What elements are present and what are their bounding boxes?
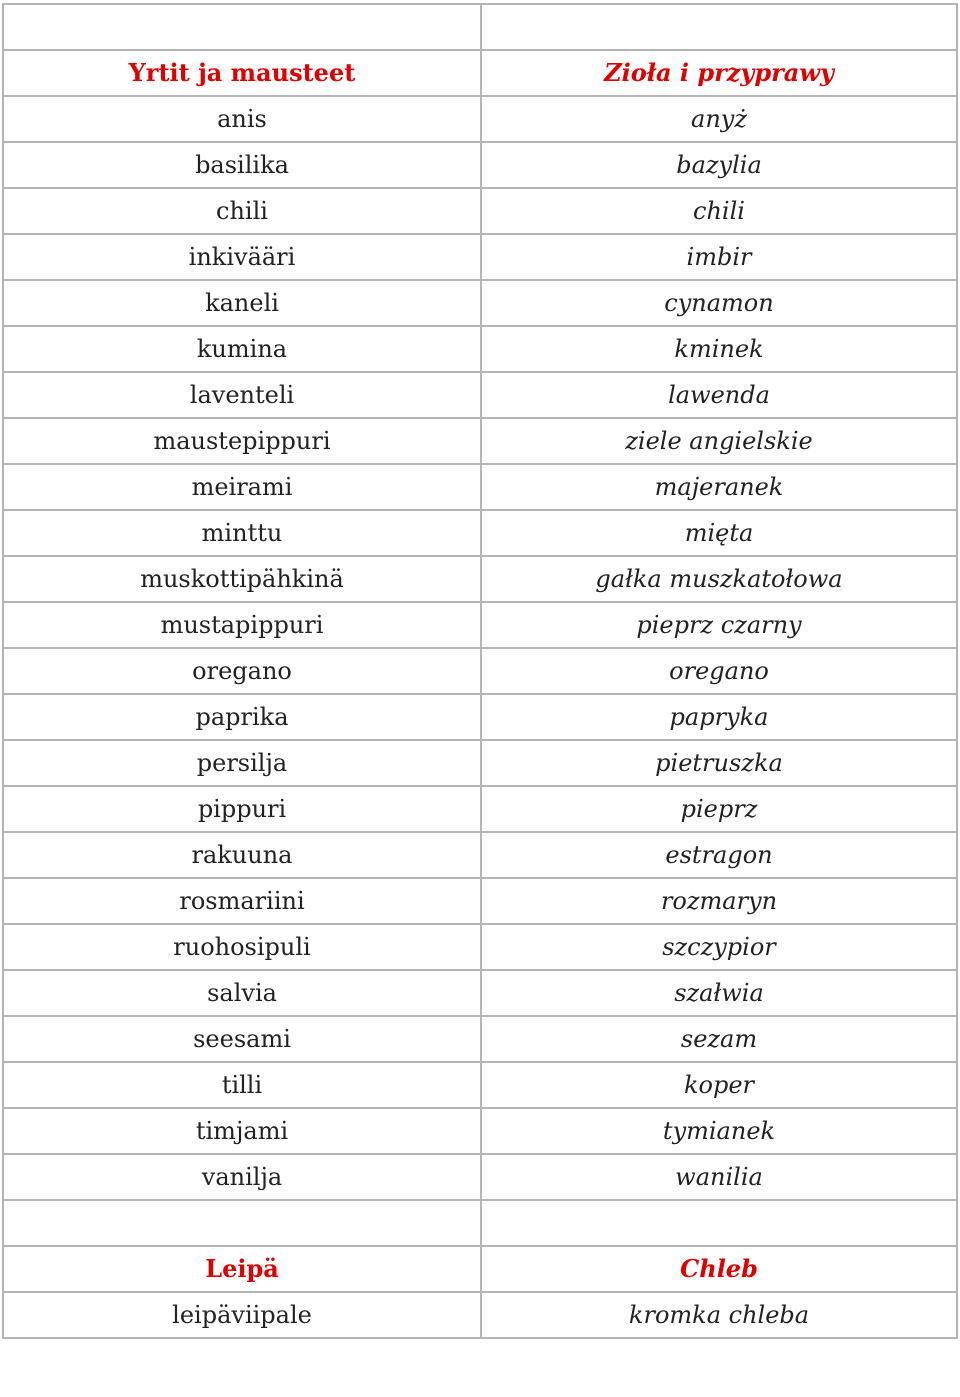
word-fi: kaneli xyxy=(3,280,481,326)
word-pl: ziele angielskie xyxy=(481,418,957,464)
spacer-cell-fi xyxy=(3,1200,481,1246)
vocab-row xyxy=(3,234,957,280)
spacer-cell-fi xyxy=(3,4,481,50)
vocab-row xyxy=(3,418,957,464)
word-fi: timjami xyxy=(3,1108,481,1154)
word-pl: estragon xyxy=(481,832,957,878)
word-pl: szałwia xyxy=(481,970,957,1016)
word-pl: koper xyxy=(481,1062,957,1108)
word-fi: anis xyxy=(3,96,481,142)
vocab-row xyxy=(3,1016,957,1062)
word-pl: cynamon xyxy=(481,280,957,326)
word-pl: chili xyxy=(481,188,957,234)
word-pl: wanilia xyxy=(481,1154,957,1200)
vocab-row xyxy=(3,924,957,970)
word-fi: seesami xyxy=(3,1016,481,1062)
word-pl: szczypior xyxy=(481,924,957,970)
vocab-row xyxy=(3,602,957,648)
vocab-row xyxy=(3,142,957,188)
section-heading-fi: Leipä xyxy=(3,1246,481,1292)
word-pl: imbir xyxy=(481,234,957,280)
word-fi: kumina xyxy=(3,326,481,372)
word-fi: oregano xyxy=(3,648,481,694)
word-pl: papryka xyxy=(481,694,957,740)
word-pl: pieprz czarny xyxy=(481,602,957,648)
vocab-row xyxy=(3,372,957,418)
vocab-row xyxy=(3,970,957,1016)
vocab-row xyxy=(3,96,957,142)
word-fi: inkivääri xyxy=(3,234,481,280)
word-pl: gałka muszkatołowa xyxy=(481,556,957,602)
word-pl: mięta xyxy=(481,510,957,556)
section-heading-pl: Chleb xyxy=(481,1246,957,1292)
vocab-row xyxy=(3,740,957,786)
word-pl: tymianek xyxy=(481,1108,957,1154)
word-fi: vanilja xyxy=(3,1154,481,1200)
vocab-row xyxy=(3,1108,957,1154)
word-fi: muskottipähkinä xyxy=(3,556,481,602)
spacer-row xyxy=(3,4,957,50)
word-pl: anyż xyxy=(481,96,957,142)
word-fi: maustepippuri xyxy=(3,418,481,464)
vocab-row xyxy=(3,556,957,602)
word-pl: bazylia xyxy=(481,142,957,188)
vocab-row xyxy=(3,1062,957,1108)
word-fi: rosmariini xyxy=(3,878,481,924)
word-fi: chili xyxy=(3,188,481,234)
word-fi: mustapippuri xyxy=(3,602,481,648)
word-pl: majeranek xyxy=(481,464,957,510)
word-fi: meirami xyxy=(3,464,481,510)
vocabulary-table xyxy=(2,3,958,1339)
vocab-row xyxy=(3,188,957,234)
vocab-row xyxy=(3,280,957,326)
vocab-row xyxy=(3,326,957,372)
vocab-row xyxy=(3,510,957,556)
vocab-row xyxy=(3,1154,957,1200)
word-pl: pietruszka xyxy=(481,740,957,786)
word-pl: kromka chleba xyxy=(481,1292,957,1338)
word-pl: pieprz xyxy=(481,786,957,832)
vocabulary-table-body xyxy=(3,4,957,1338)
section-heading-fi: Yrtit ja mausteet xyxy=(3,50,481,96)
spacer-cell-pl xyxy=(481,4,957,50)
word-fi: rakuuna xyxy=(3,832,481,878)
word-fi: basilika xyxy=(3,142,481,188)
word-fi: leipäviipale xyxy=(3,1292,481,1338)
vocab-row xyxy=(3,1292,957,1338)
section-heading-pl: Zioła i przyprawy xyxy=(481,50,957,96)
word-fi: persilja xyxy=(3,740,481,786)
vocab-row xyxy=(3,694,957,740)
word-fi: laventeli xyxy=(3,372,481,418)
word-fi: tilli xyxy=(3,1062,481,1108)
vocab-row xyxy=(3,832,957,878)
vocab-row xyxy=(3,464,957,510)
spacer-cell-pl xyxy=(481,1200,957,1246)
word-pl: kminek xyxy=(481,326,957,372)
vocab-row xyxy=(3,786,957,832)
word-fi: pippuri xyxy=(3,786,481,832)
word-fi: ruohosipuli xyxy=(3,924,481,970)
word-pl: oregano xyxy=(481,648,957,694)
spacer-row xyxy=(3,1200,957,1246)
word-fi: salvia xyxy=(3,970,481,1016)
word-pl: sezam xyxy=(481,1016,957,1062)
word-fi: paprika xyxy=(3,694,481,740)
section-heading-row xyxy=(3,50,957,96)
word-fi: minttu xyxy=(3,510,481,556)
vocab-row xyxy=(3,878,957,924)
vocab-row xyxy=(3,648,957,694)
word-pl: lawenda xyxy=(481,372,957,418)
section-heading-row xyxy=(3,1246,957,1292)
word-pl: rozmaryn xyxy=(481,878,957,924)
